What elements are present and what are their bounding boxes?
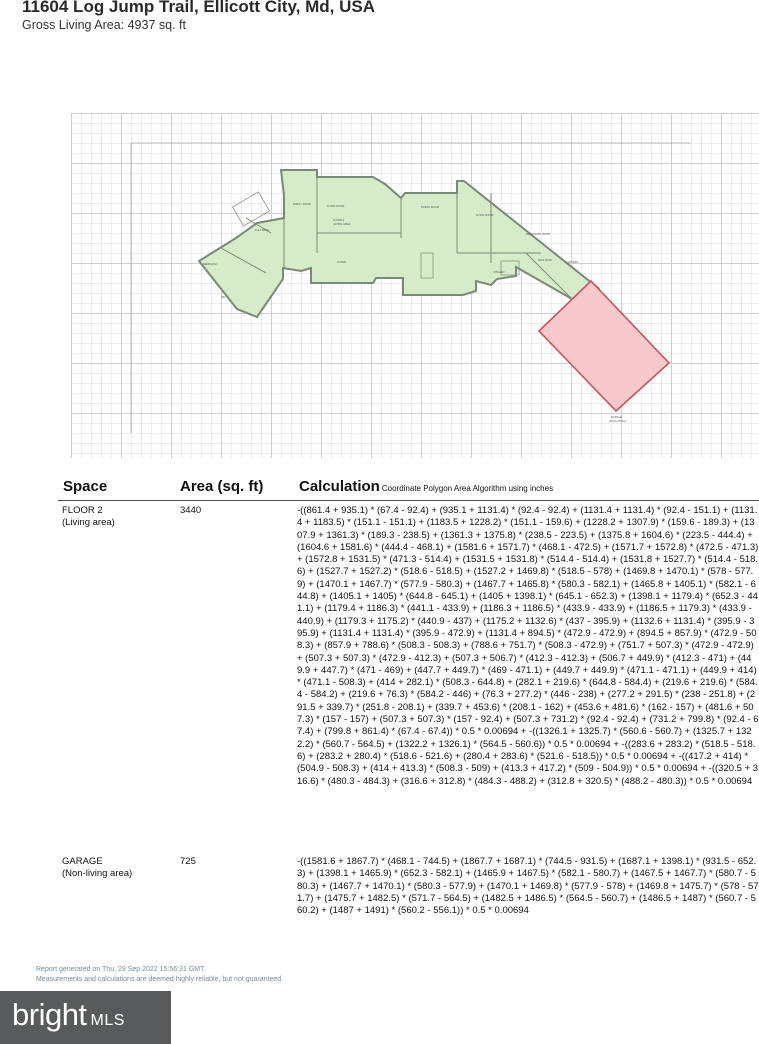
svg-text:LIVING ROOM: LIVING ROOM (476, 214, 494, 217)
bright-mls-logo (0, 991, 171, 1044)
svg-text:WIC: WIC (221, 296, 227, 299)
svg-text:GARAGE: GARAGE (611, 416, 623, 419)
table-row (62, 856, 172, 881)
floor-plan-drawing (71, 113, 759, 458)
col-header-space: Space (63, 478, 108, 495)
svg-text:(LIVING AREA): (LIVING AREA) (333, 223, 351, 226)
gross-living-area: Gross Living Area: 4937 sq. ft (22, 18, 186, 32)
label-bedroom: BEDROOM (203, 263, 217, 266)
calculation-text: -((1581.6 + 1867.7) * (468.1 - 744.5) + (1867.7 + 1687.1) * (744.5 - 931.5) + (1687.1 + 1398.1) * (931.5 - 652.3) + (1398.1 + 1465.9) * (652.3 - 582.1) + (1465.9 + 1467.5) * (582.1 - 580.7) + (1467.5 + 1467.7) * (580.7 - 580.3) + (1467.7 + 1470.1) * (580.3 - 577.9) + (1470.1 + 1469.8) * (577.9 - 578) + (1469.8 + 1475.7) * (578 - 571.7) + (1475.7 + 1482.5) * (571.7 - 564.5) + (1482.5 + 1486.5) * (564.5 - 560.7) + (1486.5 + 1487) * (560.7 - 560.2) + (1487 + 1491) * (560.2 - 556.1)) * 0.5 * 0.00694 (297, 856, 759, 917)
header-divider (58, 500, 759, 501)
page-title: 11604 Log Jump Trail, Ellicott City, Md, USA (22, 0, 375, 16)
logo-brand: bright (12, 997, 87, 1032)
svg-text:KITCHEN: KITCHEN (493, 271, 505, 274)
space-name: FLOOR 2 (62, 505, 103, 516)
report-generated: Report generated on Thu, 29 Sep 2022 15:56:31 GMT. (36, 966, 206, 973)
col-header-calculation: Calculation Coordinate Polygon Area Algorithm using inches (299, 478, 554, 495)
svg-text:FLOOR 2: FLOOR 2 (333, 219, 345, 222)
svg-text:LIVING ROOM: LIVING ROOM (327, 205, 345, 208)
space-type: (Non-living area) (62, 868, 133, 880)
svg-text:DINING ROOM: DINING ROOM (421, 206, 439, 209)
svg-text:FULL BATH: FULL BATH (255, 229, 269, 232)
svg-text:LAUNDRY: LAUNDRY (566, 261, 579, 264)
space-name: GARAGE (62, 856, 103, 867)
logo-suffix: MLS (90, 1012, 125, 1029)
area-value: 3440 (180, 505, 202, 516)
space-type: (Living area) (62, 517, 115, 529)
svg-text:(NON-LIVING): (NON-LIVING) (609, 420, 626, 423)
calculation-note: Coordinate Polygon Area Algorithm using inches (381, 484, 554, 493)
svg-text:FAMILY ROOM: FAMILY ROOM (293, 203, 311, 206)
calculation-text: -((861.4 + 935.1) * (67.4 - 92.4) + (935.1 + 1131.4) * (92.4 - 92.4) + (1131.4 + 1131.4) * (92.4 - 151.1) + (1131.4 + 1183.5) * (151.1 - 151.1) + (1183.5 + 1228.2) * (151.1 - 159.6) + (1228.2 + 1307.9) * (159.6 - 189.3) + (1307.9 + 1361.3) * (189.3 - 238.5) + (1361.3 + 1375.8) * (238.5 - 223.5) + (1375.8 + 1604.6) * (223.5 - 444.4) + (1604.6 + 1581.6) * (444.4 - 468.1) + (1581.6 + 1571.7) * (468.1 - 472.5) + (1571.7 + 1572.8) * (472.5 - 471.3) + (1572.8 + 1531.5) * (471.3 - 514.4) + (1531.5 + 1531.8) * (514.4 - 514.4) + (1531.8 + 1527.7) * (514.4 - 518.6) + (1527.7 + 1527.2) * (518.6 - 518.5) + (1527.2 + 1469.8) * (518.5 - 578) + (1469.8 + 1470.1) * (578 - 577.9) + (1470.1 + 1467.7) * (577.9 - 580.3) + (1467.7 + 1465.8) * (580.3 - 582.1) + (1465.8 + 1405.1) * (582.1 - 644.8) + (1405.1 + 1405) * (644.8 - 645.1) + (1405 + 1398.1) * (645.1 - 652.3) + (1398.1 + 1179.4) * (652.3 - 441.1) + (1179.4 + 1186.3) * (441.1 - 433.9) + (1186.3 + 1186.5) * (433.9 - 433.9) + (1186.5 + 1179.3) * (433.9 - 440.9) + (1179.3 + 1175.2) * (440.9 - 437) + (1175.2 + 1132.6) * (437 - 395.9) + (1132.6 + 1131.4) * (395.9 - 395.9) + (1131.4 + 1131.4) * (395.9 - 472.9) + (1131.4 + 894.5) * (472.9 - 472.9) + (894.5 + 857.9) * (472.9 - 508.3) + (857.9 + 788.6) * (508.3 - 508.3) + (788.6 + 751.7) * (508.3 - 472.9) + (751.7 + 507.3) * (472.9 - 472.9) + (507.3 + 507.3) * (472.9 - 412.3) + (507.3 + 506.7) * (412.3 - 412.3) + (506.7 + 449.9) * (412.3 - 471) + (449.9 + 447.7) * (471 - 469) + (447.7 + 449.7) * (469 - 471.1) + (449.7 + 449.9) * (471.1 - 471.1) + (449.9 + 414) * (471.1 - 508.3) + (414 + 282.1) * (508.3 - 644.8) + (282.1 + 219.6) * (644.8 - 584.4) + (219.6 + 219.6) * (584.4 - 584.2) + (219.6 + 76.3) * (584.2 - 446) + (76.3 + 277.2) * (446 - 238) + (277.2 + 291.5) * (238 - 251.8) + (291.5 + 339.7) * (251.8 - 208.1) + (339.7 + 453.6) * (208.1 - 162) + (453.6 + 481.6) * (162 - 157) + (481.6 + 507.3) * (157 - 157) + (507.3 + 507.3) * (157 - 92.4) + (507.3 + 731.2) * (92.4 - 92.4) + (731.2 + 799.8) * (92.4 - 67.4) + (799.8 + 861.4) * (67.4 - 67.4)) * 0.5 * 0.00694 + -((1326.1 + 1325.7) * (560.6 - 560.7) + (1325.7 + 1322.2) * (560.7 - 564.5) + (1322.2 + 1326.1) * (564.5 - 560.6)) * 0.5 * 0.00694 + -((283.6 + 283.2) * (518.5 - 518.6) + (283.2 + 280.4) * (518.6 - 521.6) + (280.4 + 283.6) * (521.6 - 518.5)) * 0.5 * 0.00694 + -((417.2 + 414) * (504.9 - 508.3) + (414 + 413.3) * (508.3 - 509) + (413.3 + 417.2) * (509 - 504.9)) * 0.5 * 0.00694 + -((320.5 + 316.6) * (480.3 - 484.3) + (316.6 + 312.8) * (484.3 - 488.2) + (312.8 + 320.5) * (488.2 - 480.3)) * 0.5 * 0.00694 (297, 505, 759, 787)
svg-text:FOYER: FOYER (337, 261, 346, 264)
area-value: 725 (180, 856, 196, 867)
floor-plan (71, 113, 759, 458)
table-row (62, 505, 172, 530)
svg-text:HALF BATH: HALF BATH (538, 259, 553, 262)
col-header-area: Area (sq. ft) (180, 478, 264, 495)
disclaimer: Measurements and calculations are deemed highly reliable, but not guaranteed. (36, 976, 284, 983)
svg-text:BREAKFAST ROOM: BREAKFAST ROOM (526, 233, 551, 236)
